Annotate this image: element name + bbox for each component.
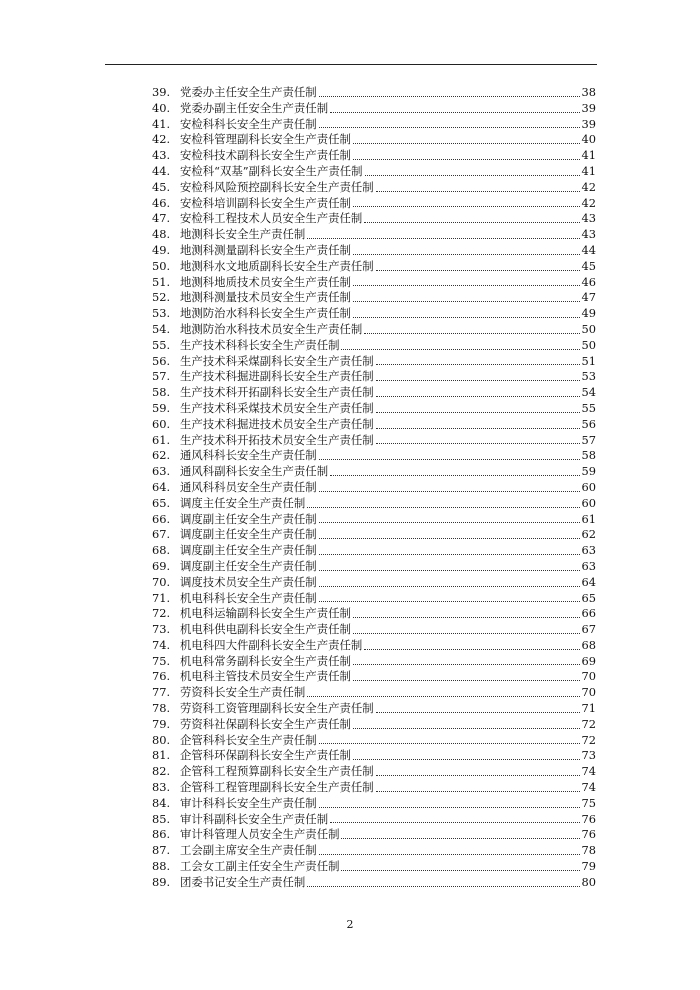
toc-entry-page: 73	[581, 748, 596, 763]
toc-dot-leader	[319, 601, 580, 602]
toc-dot-leader	[330, 822, 579, 823]
toc-entry[interactable]	[152, 259, 596, 275]
toc-entry-page: 50	[581, 337, 596, 352]
toc-entry[interactable]	[152, 622, 596, 638]
toc-entry-number: 74.	[152, 637, 171, 652]
toc-entry-number: 67.	[152, 527, 171, 542]
toc-entry-title: 审计科管理人员安全生产责任制	[180, 827, 340, 842]
toc-entry-number: 43.	[152, 148, 171, 163]
toc-entry-title: 安检科风险预控副科长安全生产责任制	[180, 179, 374, 194]
toc-entry-number: 61.	[152, 432, 171, 447]
toc-dot-leader	[353, 285, 580, 286]
toc-entry-page: 53	[581, 369, 596, 384]
toc-entry-number: 64.	[152, 479, 171, 494]
toc-entry-title: 调度副主任安全生产责任制	[180, 543, 317, 558]
toc-entry-title: 安检科科长安全生产责任制	[180, 116, 317, 131]
toc-entry[interactable]	[152, 196, 596, 212]
toc-entry[interactable]	[152, 591, 596, 607]
toc-entry[interactable]	[152, 275, 596, 291]
toc-entry-page: 76	[581, 811, 596, 826]
toc-entry-title: 调度副主任安全生产责任制	[180, 558, 317, 573]
toc-dot-leader	[353, 728, 580, 729]
toc-dot-leader	[353, 159, 580, 160]
toc-entry-page: 42	[581, 179, 596, 194]
toc-dot-leader	[376, 364, 580, 365]
toc-dot-leader	[376, 412, 580, 413]
toc-entry-title: 机电科主管技术员安全生产责任制	[180, 669, 351, 684]
toc-dot-leader	[353, 301, 580, 302]
toc-entry-number: 69.	[152, 558, 171, 573]
toc-entry-number: 84.	[152, 795, 171, 810]
toc-entry-title: 团委书记安全生产责任制	[180, 874, 306, 889]
toc-entry[interactable]	[152, 559, 596, 575]
toc-entry-title: 调度副主任安全生产责任制	[180, 527, 317, 542]
toc-entry-page: 66	[581, 606, 596, 621]
toc-entry-page: 54	[581, 385, 596, 400]
toc-entry[interactable]	[152, 733, 596, 749]
toc-entry-page: 55	[581, 400, 596, 415]
toc-entry-title: 地测科地质技术员安全生产责任制	[180, 274, 351, 289]
toc-entry[interactable]	[152, 464, 596, 480]
toc-entry[interactable]	[152, 496, 596, 512]
toc-entry[interactable]	[152, 417, 596, 433]
toc-dot-leader	[319, 127, 580, 128]
toc-entry-title: 安检科“双基”副科长安全生产责任制	[180, 163, 363, 178]
toc-entry-title: 生产技术科掘进副科长安全生产责任制	[180, 369, 374, 384]
toc-entry[interactable]	[152, 306, 596, 322]
toc-entry-page: 58	[581, 448, 596, 463]
toc-entry[interactable]	[152, 338, 596, 354]
toc-entry-page: 69	[581, 653, 596, 668]
toc-entry-page: 59	[581, 464, 596, 479]
toc-dot-leader	[319, 459, 580, 460]
toc-entry[interactable]	[152, 180, 596, 196]
toc-entry-page: 74	[581, 780, 596, 795]
toc-entry-title: 调度主任安全生产责任制	[180, 495, 306, 510]
toc-dot-leader	[376, 443, 580, 444]
toc-entry-number: 83.	[152, 780, 171, 795]
toc-entry-title: 生产技术科掘进技术员安全生产责任制	[180, 416, 374, 431]
toc-entry[interactable]	[152, 433, 596, 449]
toc-entry-page: 80	[581, 874, 596, 889]
toc-dot-leader	[319, 743, 580, 744]
toc-entry-title: 企管科环保副科长安全生产责任制	[180, 748, 351, 763]
toc-dot-leader	[353, 633, 580, 634]
toc-entry-page: 39	[581, 116, 596, 131]
toc-entry-number: 66.	[152, 511, 171, 526]
toc-entry[interactable]	[152, 148, 596, 164]
toc-entry-title: 工会副主席安全生产责任制	[180, 843, 317, 858]
toc-dot-leader	[319, 96, 580, 97]
toc-entry-page: 70	[581, 669, 596, 684]
toc-entry-title: 生产技术科采煤副科长安全生产责任制	[180, 353, 374, 368]
toc-entry[interactable]	[152, 859, 596, 875]
toc-dot-leader	[307, 238, 579, 239]
toc-entry-title: 通风科副科长安全生产责任制	[180, 464, 329, 479]
toc-entry-number: 52.	[152, 290, 171, 305]
toc-entry-title: 企管科科长安全生产责任制	[180, 732, 317, 747]
toc-dot-leader	[307, 696, 579, 697]
toc-entry[interactable]	[152, 827, 596, 843]
toc-entry[interactable]	[152, 85, 596, 101]
toc-entry[interactable]	[152, 654, 596, 670]
toc-entry-number: 68.	[152, 543, 171, 558]
toc-entry-title: 地测科长安全生产责任制	[180, 227, 306, 242]
toc-entry-number: 70.	[152, 574, 171, 589]
toc-entry-number: 42.	[152, 132, 171, 147]
toc-dot-leader	[364, 222, 579, 223]
toc-dot-leader	[376, 380, 580, 381]
toc-entry-title: 安检科技术副科长安全生产责任制	[180, 148, 351, 163]
toc-dot-leader	[353, 254, 580, 255]
toc-dot-leader	[319, 854, 580, 855]
toc-entry-number: 88.	[152, 859, 171, 874]
toc-entry[interactable]	[152, 780, 596, 796]
toc-entry-title: 地测科测量技术员安全生产责任制	[180, 290, 351, 305]
toc-dot-leader	[376, 775, 580, 776]
toc-entry[interactable]	[152, 512, 596, 528]
toc-entry-number: 48.	[152, 227, 171, 242]
toc-entry-page: 47	[581, 290, 596, 305]
toc-entry-title: 地测防治水科技术员安全生产责任制	[180, 321, 363, 336]
toc-entry[interactable]	[152, 322, 596, 338]
toc-entry-page: 64	[581, 574, 596, 589]
toc-entry-page: 57	[581, 432, 596, 447]
toc-entry[interactable]	[152, 606, 596, 622]
toc-entry-number: 58.	[152, 385, 171, 400]
toc-entry-title: 安检科管理副科长安全生产责任制	[180, 132, 351, 147]
toc-entry-title: 企管科工程预算副科长安全生产责任制	[180, 764, 374, 779]
toc-entry-title: 安检科工程技术人员安全生产责任制	[180, 211, 363, 226]
toc-entry-title: 机电科科长安全生产责任制	[180, 590, 317, 605]
toc-entry-number: 85.	[152, 811, 171, 826]
toc-dot-leader	[307, 507, 579, 508]
toc-entry-title: 通风科科长安全生产责任制	[180, 448, 317, 463]
toc-entry[interactable]	[152, 243, 596, 259]
toc-entry-page: 42	[581, 195, 596, 210]
toc-entry-title: 工会女工副主任安全生产责任制	[180, 859, 340, 874]
toc-entry-page: 38	[581, 85, 596, 99]
toc-entry-number: 41.	[152, 116, 171, 131]
toc-entry-number: 60.	[152, 416, 171, 431]
toc-entry[interactable]	[152, 480, 596, 496]
toc-entry-number: 56.	[152, 353, 171, 368]
toc-entry-title: 生产技术科科长安全生产责任制	[180, 337, 340, 352]
toc-entry[interactable]	[152, 164, 596, 180]
toc-entry-page: 62	[581, 527, 596, 542]
toc-dot-leader	[353, 680, 580, 681]
toc-entry[interactable]	[152, 448, 596, 464]
toc-entry[interactable]	[152, 117, 596, 133]
toc-entry[interactable]	[152, 527, 596, 543]
toc-entry-number: 71.	[152, 590, 171, 605]
toc-entry-page: 39	[581, 100, 596, 115]
toc-entry-number: 45.	[152, 179, 171, 194]
toc-entry-title: 审计科科长安全生产责任制	[180, 795, 317, 810]
toc-entry-title: 党委办主任安全生产责任制	[180, 85, 317, 99]
toc-entry-page: 49	[581, 306, 596, 321]
toc-dot-leader	[319, 807, 580, 808]
toc-entry[interactable]	[152, 685, 596, 701]
toc-entry-number: 78.	[152, 701, 171, 716]
toc-entry-number: 79.	[152, 716, 171, 731]
toc-entry-title: 地测防治水科科长安全生产责任制	[180, 306, 351, 321]
toc-entry-title: 劳资科社保副科长安全生产责任制	[180, 716, 351, 731]
toc-dot-leader	[353, 143, 580, 144]
toc-dot-leader	[376, 270, 580, 271]
toc-entry-number: 87.	[152, 843, 171, 858]
toc-entry-page: 60	[581, 495, 596, 510]
toc-entry-number: 54.	[152, 321, 171, 336]
toc-dot-leader	[353, 664, 580, 665]
toc-entry[interactable]	[152, 290, 596, 306]
toc-entry-number: 63.	[152, 464, 171, 479]
toc-entry[interactable]	[152, 843, 596, 859]
toc-dot-leader	[319, 522, 580, 523]
toc-entry-page: 63	[581, 558, 596, 573]
toc-entry[interactable]	[152, 717, 596, 733]
toc-entry-page: 43	[581, 227, 596, 242]
toc-entry-page: 67	[581, 622, 596, 637]
toc-entry-page: 56	[581, 416, 596, 431]
toc-dot-leader	[353, 759, 580, 760]
toc-entry-number: 82.	[152, 764, 171, 779]
toc-entry-title: 地测科水文地质副科长安全生产责任制	[180, 258, 374, 273]
toc-dot-leader	[353, 617, 580, 618]
toc-dot-leader	[319, 570, 580, 571]
toc-entry-title: 地测科测量副科长安全生产责任制	[180, 242, 351, 257]
toc-entry[interactable]	[152, 575, 596, 591]
toc-entry-number: 89.	[152, 874, 171, 889]
toc-entry-title: 机电科四大件副科长安全生产责任制	[180, 637, 363, 652]
toc-entry-page: 46	[581, 274, 596, 289]
toc-entry-number: 73.	[152, 622, 171, 637]
toc-entry-title: 劳资科工资管理副科长安全生产责任制	[180, 701, 374, 716]
toc-entry-page: 44	[581, 242, 596, 257]
toc-entry-page: 71	[581, 701, 596, 716]
toc-entry[interactable]	[152, 227, 596, 243]
toc-entry-page: 45	[581, 258, 596, 273]
toc-dot-leader	[319, 554, 580, 555]
toc-entry-title: 生产技术科开拓副科长安全生产责任制	[180, 385, 374, 400]
toc-entry-page: 79	[581, 859, 596, 874]
toc-entry-number: 53.	[152, 306, 171, 321]
toc-entry[interactable]	[152, 369, 596, 385]
toc-entry-title: 调度副主任安全生产责任制	[180, 511, 317, 526]
toc-entry-page: 72	[581, 716, 596, 731]
toc-dot-leader	[341, 349, 579, 350]
toc-entry-number: 40.	[152, 100, 171, 115]
toc-entry-number: 57.	[152, 369, 171, 384]
toc-entry-number: 39.	[152, 85, 171, 99]
table-of-contents	[152, 85, 596, 891]
toc-dot-leader	[307, 886, 579, 887]
toc-dot-leader	[365, 175, 580, 176]
toc-dot-leader	[376, 791, 580, 792]
toc-entry-page: 50	[581, 321, 596, 336]
toc-entry[interactable]	[152, 875, 596, 891]
header-rule	[105, 64, 597, 65]
toc-entry-page: 72	[581, 732, 596, 747]
toc-entry[interactable]	[152, 701, 596, 717]
toc-entry-title: 安检科培训副科长安全生产责任制	[180, 195, 351, 210]
toc-entry[interactable]	[152, 638, 596, 654]
toc-entry[interactable]	[152, 796, 596, 812]
toc-entry-number: 55.	[152, 337, 171, 352]
toc-entry[interactable]	[152, 401, 596, 417]
toc-entry-number: 81.	[152, 748, 171, 763]
toc-entry[interactable]	[152, 211, 596, 227]
toc-entry-number: 72.	[152, 606, 171, 621]
toc-dot-leader	[341, 870, 579, 871]
toc-entry[interactable]	[152, 812, 596, 828]
toc-dot-leader	[341, 838, 579, 839]
toc-entry[interactable]	[152, 764, 596, 780]
toc-entry-page: 61	[581, 511, 596, 526]
toc-entry-number: 46.	[152, 195, 171, 210]
toc-entry[interactable]	[152, 101, 596, 117]
toc-entry-title: 通风科科员安全生产责任制	[180, 479, 317, 494]
toc-dot-leader	[353, 206, 580, 207]
toc-entry-number: 77.	[152, 685, 171, 700]
toc-dot-leader	[376, 396, 580, 397]
toc-entry-number: 49.	[152, 242, 171, 257]
toc-entry-page: 68	[581, 637, 596, 652]
toc-dot-leader	[376, 428, 580, 429]
toc-entry-title: 企管科工程管理副科长安全生产责任制	[180, 780, 374, 795]
toc-dot-leader	[353, 317, 580, 318]
toc-entry-page: 40	[581, 132, 596, 147]
toc-entry-number: 65.	[152, 495, 171, 510]
toc-entry-number: 75.	[152, 653, 171, 668]
toc-entry-title: 调度技术员安全生产责任制	[180, 574, 317, 589]
toc-dot-leader	[319, 538, 580, 539]
toc-entry-number: 51.	[152, 274, 171, 289]
toc-entry[interactable]	[152, 354, 596, 370]
toc-entry-page: 51	[581, 353, 596, 368]
toc-entry-number: 44.	[152, 163, 171, 178]
toc-entry-page: 43	[581, 211, 596, 226]
toc-dot-leader	[376, 191, 580, 192]
toc-entry-page: 76	[581, 827, 596, 842]
toc-entry-number: 50.	[152, 258, 171, 273]
toc-entry-page: 70	[581, 685, 596, 700]
toc-entry-title: 劳资科长安全生产责任制	[180, 685, 306, 700]
toc-dot-leader	[364, 649, 579, 650]
toc-dot-leader	[364, 333, 579, 334]
toc-entry-number: 80.	[152, 732, 171, 747]
toc-dot-leader	[319, 586, 580, 587]
toc-entry[interactable]	[152, 385, 596, 401]
toc-entry-page: 60	[581, 479, 596, 494]
toc-entry-page: 75	[581, 795, 596, 810]
toc-entry-title: 机电科供电副科长安全生产责任制	[180, 622, 351, 637]
toc-entry-page: 65	[581, 590, 596, 605]
toc-entry-title: 机电科运输副科长安全生产责任制	[180, 606, 351, 621]
toc-entry-title: 党委办副主任安全生产责任制	[180, 100, 329, 115]
toc-entry-title: 机电科常务副科长安全生产责任制	[180, 653, 351, 668]
toc-entry-page: 41	[581, 148, 596, 163]
toc-entry-title: 生产技术科采煤技术员安全生产责任制	[180, 400, 374, 415]
toc-entry[interactable]	[152, 669, 596, 685]
toc-entry-page: 78	[581, 843, 596, 858]
toc-entry-number: 76.	[152, 669, 171, 684]
toc-entry-title: 审计科副科长安全生产责任制	[180, 811, 329, 826]
page-number: 2	[346, 918, 354, 931]
toc-entry[interactable]	[152, 748, 596, 764]
toc-entry-title: 生产技术科开拓技术员安全生产责任制	[180, 432, 374, 447]
toc-entry-page: 41	[581, 163, 596, 178]
toc-dot-leader	[330, 475, 579, 476]
toc-entry-page: 63	[581, 543, 596, 558]
toc-entry-number: 86.	[152, 827, 171, 842]
toc-entry-number: 47.	[152, 211, 171, 226]
toc-dot-leader	[319, 491, 580, 492]
toc-entry-page: 74	[581, 764, 596, 779]
toc-entry-number: 59.	[152, 400, 171, 415]
toc-dot-leader	[330, 112, 579, 113]
toc-entry[interactable]	[152, 132, 596, 148]
toc-dot-leader	[376, 712, 580, 713]
toc-entry-number: 62.	[152, 448, 171, 463]
toc-entry[interactable]	[152, 543, 596, 559]
